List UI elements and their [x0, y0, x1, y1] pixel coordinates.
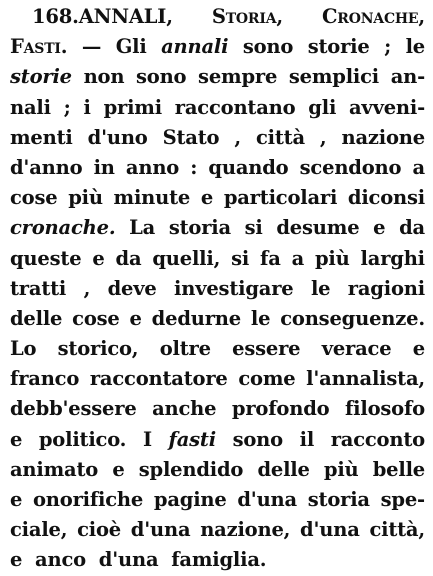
word: scendono — [299, 155, 402, 179]
word: e — [200, 186, 214, 210]
word: e — [10, 427, 23, 451]
word: spe- — [380, 488, 425, 511]
word: a — [412, 155, 425, 179]
word: filosofo — [344, 397, 425, 421]
word: , — [234, 125, 241, 149]
word: splendido — [138, 457, 244, 481]
headword-storia: Storia, — [211, 5, 283, 28]
word: ragioni — [347, 276, 425, 300]
emphasis-cronache: cronache. — [10, 216, 116, 240]
word: onorifiche — [32, 488, 144, 511]
word: raccontano — [174, 95, 296, 119]
word: storico, — [57, 337, 139, 361]
entry-line-5 — [10, 123, 425, 153]
word: conseguenze. — [280, 306, 425, 330]
word: menti — [10, 125, 73, 149]
word: d'una — [300, 518, 360, 542]
entry-line-13 — [10, 364, 425, 394]
word: minute — [113, 186, 191, 210]
word: storia — [168, 216, 231, 240]
entry-line-7 — [10, 183, 425, 213]
word: più — [323, 457, 359, 481]
word: nazione, — [200, 518, 291, 542]
word: e — [373, 216, 386, 240]
headword-cronache: Cronache, — [321, 5, 425, 28]
word: desume — [276, 216, 360, 240]
emphasis-fasti: fasti — [168, 427, 216, 451]
entry-line-8 — [10, 213, 425, 243]
word: da — [115, 246, 142, 270]
word: racconto — [330, 427, 425, 451]
word: Lo — [10, 337, 37, 361]
word: e — [412, 337, 425, 361]
word: più — [68, 186, 103, 210]
dictionary-entry — [10, 2, 425, 576]
entry-line-18 — [10, 515, 425, 545]
entry-line-2 — [10, 32, 425, 62]
word: a — [291, 246, 305, 270]
word: oltre — [159, 337, 211, 361]
entry-line-14 — [10, 394, 425, 424]
emphasis-annali: annali — [161, 35, 229, 59]
word: città, — [369, 518, 425, 542]
word: l'annalista, — [306, 367, 425, 391]
word: più — [314, 246, 350, 270]
word: verace — [321, 337, 392, 361]
word: delle — [257, 457, 310, 481]
entry-line-12 — [10, 334, 425, 364]
word: semplici — [288, 65, 380, 89]
word: anno — [125, 155, 180, 179]
word: d'una — [130, 518, 191, 542]
word: cioè — [77, 518, 122, 542]
word: come — [238, 367, 296, 391]
word: i — [83, 95, 91, 119]
word: investigare — [174, 276, 294, 300]
word: politico. — [38, 427, 127, 451]
word: , — [319, 125, 327, 149]
word: le — [250, 306, 271, 330]
word: pagine — [153, 488, 227, 511]
entry-line-11 — [10, 304, 425, 334]
word: diconsi — [347, 186, 425, 210]
word: sono — [136, 65, 187, 89]
word: deve — [107, 276, 157, 300]
entry-heading — [32, 2, 173, 32]
entry-line-9 — [10, 244, 425, 274]
word: larghi — [360, 246, 425, 270]
word: da — [399, 216, 425, 240]
word: e — [10, 548, 23, 572]
word: d'anno — [10, 155, 83, 179]
word: nazione — [341, 125, 425, 149]
word: dedurne — [151, 306, 241, 330]
word: queste — [10, 246, 82, 270]
word: nali — [10, 95, 51, 119]
entry-line-19 — [10, 545, 425, 575]
word: e — [10, 488, 23, 511]
word: Gli — [115, 35, 147, 59]
word: La — [129, 216, 156, 240]
word: si — [244, 216, 263, 240]
word: città — [255, 125, 305, 149]
entry-line-16 — [10, 455, 425, 485]
word: e — [92, 246, 105, 270]
word: non — [83, 65, 125, 89]
entry-line-10 — [10, 274, 425, 304]
word: sono — [232, 427, 283, 451]
word: ciale, — [10, 518, 68, 542]
headword-fasti: Fasti. — [10, 35, 68, 59]
word: particolari — [223, 186, 338, 210]
word: cose — [10, 186, 58, 210]
entry-line-6 — [10, 153, 425, 183]
word: belle — [372, 457, 425, 481]
word: an- — [390, 65, 425, 89]
entry-line-17 — [10, 485, 425, 515]
word: franco — [10, 367, 80, 391]
word: quelli, — [152, 246, 221, 270]
word: le — [310, 276, 331, 300]
word: d'uno — [87, 125, 148, 149]
word: le — [405, 35, 425, 59]
word: e — [129, 306, 142, 330]
word: tratti — [10, 276, 67, 300]
dash: — — [81, 35, 102, 59]
word: I — [142, 427, 152, 451]
word: e — [112, 457, 125, 481]
word: Stato — [162, 125, 220, 149]
word: avveni- — [349, 95, 425, 119]
word: ; — [384, 35, 392, 59]
word: sono — [242, 35, 294, 59]
word: storie — [307, 35, 370, 59]
word: primi — [103, 95, 162, 119]
word: si — [231, 246, 250, 270]
word: quando — [208, 155, 289, 179]
word: in — [93, 155, 115, 179]
word: : — [190, 155, 198, 179]
entry-line-1 — [10, 2, 425, 32]
word: d'una — [237, 488, 297, 511]
entry-number-word: 168.ANNALI, — [32, 5, 173, 28]
word: ; — [63, 95, 71, 119]
emphasis-storie: storie — [10, 65, 72, 89]
word: animato — [10, 457, 99, 481]
entry-line-3 — [10, 62, 425, 92]
word: storia — [307, 488, 370, 511]
word: famiglia. — [171, 548, 267, 572]
word: debb'essere — [10, 397, 137, 421]
word: anche — [152, 397, 217, 421]
word: il — [299, 427, 315, 451]
entry-line-15 — [10, 425, 425, 455]
word: profondo — [231, 397, 330, 421]
word: fa — [260, 246, 281, 270]
word: anco — [35, 548, 86, 572]
word: gli — [308, 95, 337, 119]
word: essere — [232, 337, 301, 361]
word: sempre — [198, 65, 278, 89]
entry-line-4 — [10, 93, 425, 123]
word: cose — [72, 306, 120, 330]
word: , — [83, 276, 91, 300]
word: delle — [10, 306, 63, 330]
word: d'una — [98, 548, 159, 572]
word: raccontatore — [89, 367, 228, 391]
